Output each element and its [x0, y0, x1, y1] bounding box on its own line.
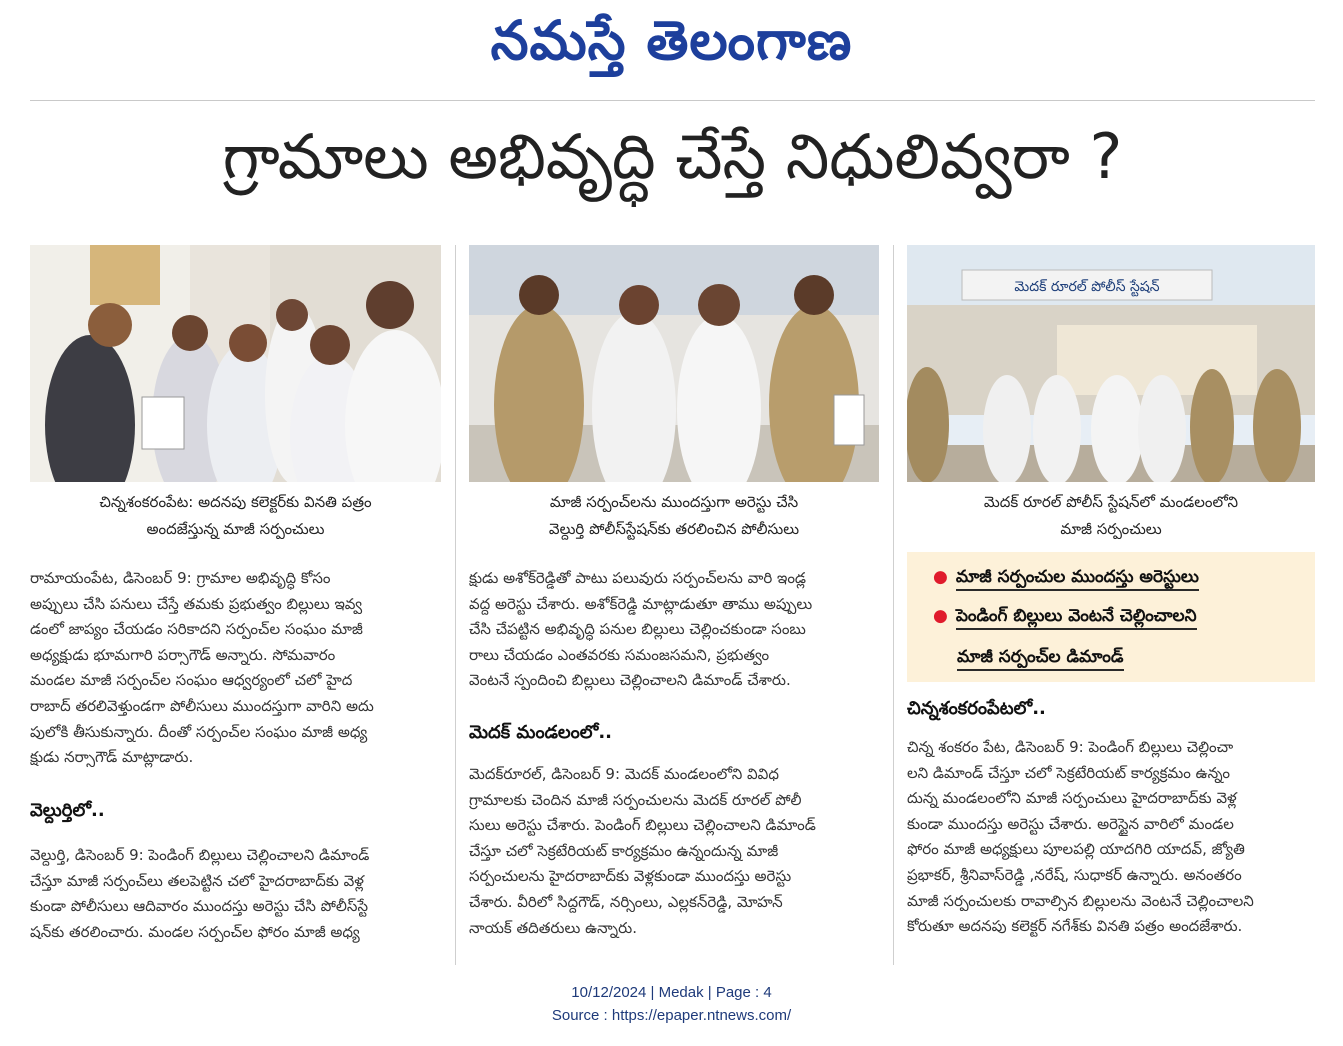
text-line: మెదక్‌రూరల్, డిసెంబర్ 9: మెదక్ మండలంలోని వివిధ: [469, 765, 779, 783]
column-divider: [455, 245, 456, 965]
text-line: వెల్దుర్తి, డిసెంబర్ 9: పెండింగ్ బిల్లులు చెల్లించాలని డిమాండ్: [30, 846, 370, 864]
caption-line: వెల్దుర్తి పోలీస్‌స్టేషన్‌కు తరలించిన పోలీసులు: [548, 520, 800, 538]
text-line: సర్పంచులను హైదరాబాద్‌కు వెళ్లకుండా ముందస్తు అరెస్టు: [469, 867, 792, 886]
article-column-1-para-1: [30, 566, 441, 771]
text-line: రాబాద్ తరలివెళ్తుండగా పోలీసులు ముందస్తుగా వారిని అదు: [30, 696, 374, 715]
photo-police-group: [469, 245, 879, 482]
text-line: చేస్తూ మాజీ సర్పంచ్‌లు తలపెట్టిన చలో హైదరాబాద్‌కు వెళ్ల: [30, 871, 364, 890]
text-line: దున్న మండలంలోని మాజీ సర్పంచులు హైదరాబాద్‌కు వెళ్ల: [907, 789, 1237, 808]
photo-medak-police-station: [907, 245, 1315, 482]
highlight-item: [933, 606, 1197, 630]
photo-caption-left: [30, 489, 441, 543]
article-column-1-para-2: [30, 843, 441, 945]
bullet-icon: ●: [933, 606, 948, 626]
highlight-item: [933, 567, 1199, 591]
bullet-icon: ●: [933, 567, 948, 587]
text-line: కుండా పోలీసులు ఆదివారం ముందస్తు అరెస్టు చేసి పోలీస్‌స్టే: [30, 897, 368, 916]
newspaper-logo: నమస్తే తెలంగాణ: [490, 9, 853, 72]
headline: [30, 108, 1315, 220]
subheading-chinnashankarampet: చిన్నశంకరంపేటలో..: [907, 698, 1046, 719]
text-line: క్షుడు అశోక్‌రెడ్డితో పాటు పలువురు సర్పంచ్‌లను వారి ఇండ్ల: [469, 569, 807, 587]
caption-line: మెదక్ రూరల్ పోలీస్ స్టేషన్‌లో మండలంలోని: [983, 493, 1239, 511]
caption-line: అందజేస్తున్న మాజీ సర్పంచులు: [146, 520, 325, 538]
highlight-text: పెండింగ్ బిల్లులు వెంటనే చెల్లించాలని: [956, 606, 1197, 630]
text-line: చేసి చేపట్టిన అభివృద్ధి పనుల బిల్లులు చెల్లించకుండా సంబు: [469, 620, 806, 639]
masthead: [0, 0, 1343, 95]
article-column-2-para-2: [469, 762, 879, 941]
photo-medak-police-station-image: [907, 245, 1315, 482]
text-line: అప్పులు చేసి పనులు చేస్తే తమకు ప్రభుత్వం బిల్లులు ఇవ్వ: [30, 594, 363, 613]
station-sign-text: మెదక్ రూరల్ పోలీస్ స్టేషన్: [1014, 279, 1160, 295]
photo-caption-middle: [469, 489, 879, 543]
caption-line: మాజీ సర్పంచులు: [1060, 520, 1162, 538]
text-line: మండల మాజీ సర్పంచ్‌ల సంఘం ఆధ్వర్యంలో చలో హైద: [30, 671, 353, 690]
text-line: నాయక్ తదితరులు ఉన్నారు.: [469, 918, 637, 937]
text-line: చేస్తూ చలో సెక్రటేరియట్ కార్యక్రమం ఉన్నందున్న మాజీ: [469, 841, 779, 860]
text-line: చిన్న శంకరం పేట, డిసెంబర్ 9: పెండింగ్ బిల్లులు చెల్లించా: [907, 738, 1234, 756]
column-divider: [893, 245, 894, 965]
caption-line: మాజీ సర్పంచ్‌లను ముందస్తుగా అరెస్టు చేసి: [549, 493, 799, 511]
photo-collector-office-image: [30, 245, 441, 482]
text-line: పులోకి తీసుకున్నారు. దీంతో సర్పంచ్‌ల సంఘం మాజీ అధ్య: [30, 722, 368, 741]
headline-text: గ్రామాలు అభివృద్ధి చేస్తే నిధులివ్వరా ?: [222, 120, 1123, 193]
article-column-2-para-1: [469, 566, 879, 694]
text-line: డంలో జాప్యం చేయడం సరికాదని సర్పంచ్‌ల సంఘం మాజీ: [30, 620, 363, 639]
text-line: అధ్యక్షుడు భూమగారి పర్సాగౌడ్ అన్నారు. సోమవారం: [30, 645, 336, 664]
text-line: ప్రభాకర్, శ్రీనివాస్‌రెడ్డి ,నరేష్, సుధాకర్ ఉన్నారు. అనంతరం: [907, 865, 1242, 884]
footer-source-link[interactable]: Source : https://epaper.ntnews.com/: [551, 1007, 792, 1024]
text-line: సులు అరెస్టు చేశారు. పెండింగ్ బిల్లులు చెల్లించాలని డిమాండ్: [469, 816, 816, 835]
text-line: గ్రామాలకు చెందిన మాజీ సర్పంచులను మెదక్ రూరల్ పోలీ: [469, 790, 802, 809]
text-line: మాజీ సర్పంచులకు రావాల్సిన బిల్లులను వెంటనే చెల్లించాలని: [907, 891, 1254, 910]
text-line: కుండా ముందస్తు అరెస్టు చేశారు. అరెస్టైన వారిలో మండల: [907, 814, 1234, 833]
highlight-text: మాజీ సర్పంచ్‌ల డిమాండ్: [957, 647, 1124, 671]
text-line: కోరుతూ అదనపు కలెక్టర్ నగేశ్‌కు వినతి పత్రం అందజేశారు.: [907, 917, 1243, 936]
photo-police-group-image: [469, 245, 879, 482]
text-line: వెంటనే స్పందించి బిల్లులు చెల్లించాలని డిమాండ్ చేశారు.: [469, 671, 791, 690]
text-line: రాలు చేయడం ఎంతవరకు సమంజసమని, ప్రభుత్వం: [469, 645, 770, 664]
caption-line: చిన్నశంకరంపేట: అదనపు కలెక్టర్‌కు వినతి పత్రం: [99, 493, 372, 511]
text-line: చేశారు. వీరిలో సిద్దగౌడ్, నర్సింలు, ఎల్లకన్‌రెడ్డి, మోహన్: [469, 892, 783, 911]
subheading-veldurthi: వెల్దుర్తిలో..: [30, 800, 105, 821]
text-line: రామాయంపేట, డిసెంబర్ 9: గ్రామాల అభివృద్ధి కోసం: [30, 569, 331, 587]
photo-collector-office: [30, 245, 441, 482]
highlight-text: మాజీ సర్పంచుల ముందస్తు అరెస్టులు: [956, 567, 1199, 591]
text-line: లని డిమాండ్ చేస్తూ చలో సెక్రటేరియట్ కార్యక్రమం ఉన్నం: [907, 763, 1231, 782]
highlight-item: [957, 647, 1124, 671]
article-column-3-para-1: [907, 735, 1315, 940]
footer-edition-info: 10/12/2024 | Medak | Page : 4: [571, 984, 772, 1001]
text-line: క్షుడు నర్సాగౌడ్ మాట్లాడారు.: [30, 748, 194, 767]
subheading-medak-mandal: మెదక్ మండలంలో..: [469, 722, 612, 743]
text-line: ఫోరం మాజీ అధ్యక్షులు పూలపల్లి యాదగిరి యాదవ్, జ్యోతి: [907, 840, 1245, 859]
text-line: షన్‌కు తరలించారు. మండల సర్పంచ్‌ల ఫోరం మాజీ అధ్య: [30, 922, 360, 941]
photo-caption-right: [907, 489, 1315, 543]
masthead-divider: [30, 100, 1315, 101]
text-line: వద్ద అరెస్టు చేశారు. అశోక్‌రెడ్డి మాట్లాడుతూ తాము అప్పులు: [469, 594, 813, 613]
